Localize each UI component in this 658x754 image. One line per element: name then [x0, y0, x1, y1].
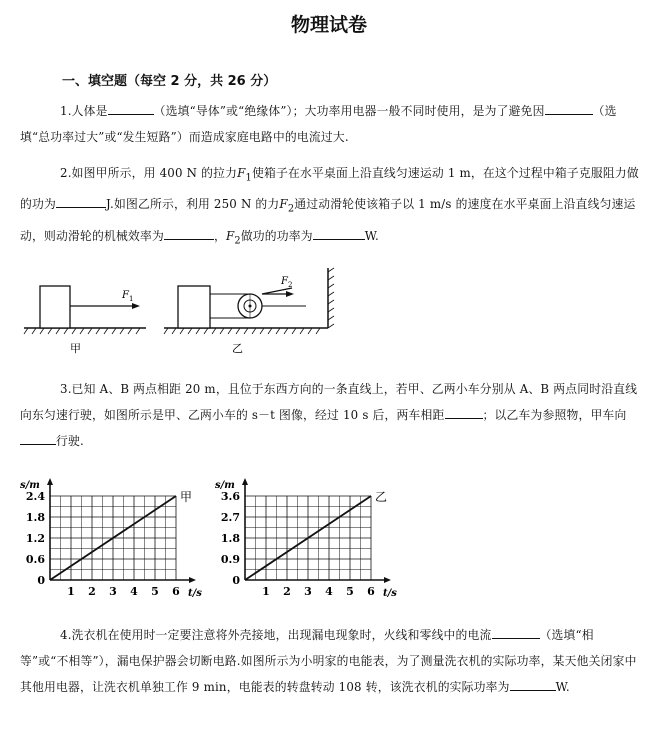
fig-f1-sub: 1 [129, 295, 134, 303]
x-tick-label: 6 [172, 585, 180, 598]
y-tick-label: 2.4 [25, 490, 45, 503]
q3-text-a: 3.已知 A、B 两点相距 20 m，且位于东西方向的一条直线上，若甲、乙两小车分别从 A、B 两点同时沿直线向东匀速行驶，如图所示是甲、乙两小车的 s－t 图像，经过 10 s 后，两车相距 [20, 382, 638, 422]
x-tick-label: 2 [283, 585, 291, 598]
q4-text-c: W. [555, 680, 570, 694]
question-2 [20, 160, 640, 254]
q3-text-c: 行驶. [56, 434, 84, 448]
q2-figure [18, 262, 338, 358]
series-label: 甲 [180, 490, 193, 504]
x-tick-label: 6 [367, 585, 375, 598]
x-tick-label: 4 [130, 585, 138, 598]
q2-force-f2: F [279, 197, 288, 212]
q3-charts [0, 470, 420, 610]
q4-text-b: （选填“相等”或“不相等”），漏电保护器会切断电路.如图所示为小明家的电能表，为了测量洗衣机的实际功率，某天他关闭家中其他用电器，让洗衣机单独工作 9 min，电能表的转盘转动 108 转，该洗衣机的实际功率为 [20, 628, 637, 694]
q3-blank-1[interactable] [445, 406, 483, 419]
q4-blank-2[interactable] [510, 678, 556, 691]
y-axis-arrow [242, 478, 248, 485]
x-axis-label: t/s [188, 588, 202, 599]
q2-force-f2b-sub: 2 [234, 235, 241, 247]
y-axis-label: s/m [20, 480, 40, 491]
y-tick-label: 3.6 [220, 490, 240, 503]
y-tick-label: 1.2 [25, 532, 45, 545]
fig-f2-label: F [281, 276, 288, 287]
x-axis-arrow [189, 577, 196, 583]
q2-text-g: W. [364, 228, 380, 243]
q3-text-b: ；以乙车为参照物，甲车向 [482, 408, 627, 422]
q4-blank-1[interactable] [492, 626, 540, 639]
box-yi [178, 286, 210, 328]
q2-text-e: ， [213, 228, 226, 243]
st-chart-jia [20, 478, 202, 599]
q3-blank-2[interactable] [20, 432, 56, 445]
q2-text-f: 做功的功率为 [240, 228, 313, 243]
st-chart-yi [215, 478, 397, 599]
q1-text-b: （选填“导体”或“绝缘体”）；大功率用电器一般不同时使用，是为了避免因 [153, 104, 545, 118]
q2-text-c: J.如图乙所示，利用 250 N 的力 [106, 197, 280, 212]
q2-force-f1-sub: 1 [245, 172, 252, 184]
q2-force-f2-sub: 2 [287, 203, 295, 215]
page-title: 物理试卷 [290, 14, 367, 36]
x-tick-label: 5 [151, 585, 159, 598]
question-3 [20, 376, 640, 454]
figure-yi [164, 268, 334, 355]
q1-blank-2[interactable] [545, 102, 593, 115]
q2-text-a: 2.如图甲所示，用 400 N 的拉力 [60, 166, 238, 180]
fig-f2-sub: 2 [288, 281, 293, 289]
y-tick-label: 0.9 [220, 553, 240, 566]
q1-blank-1[interactable] [108, 102, 154, 115]
y-tick-label: 1.8 [25, 511, 45, 524]
y-tick-label: 2.7 [220, 511, 240, 524]
y-axis-arrow [47, 478, 53, 485]
q4-text-a: 4.洗衣机在使用时一定要注意将外壳接地，出现漏电现象时，火线和零线中的电流 [60, 628, 492, 642]
q2-blank-3[interactable] [313, 227, 365, 240]
figure-jia [24, 286, 146, 355]
fig-label-yi: 乙 [232, 342, 243, 355]
q2-blank-2[interactable] [164, 227, 214, 240]
section-heading: 一、填空题（每空 2 分，共 26 分） [62, 74, 277, 89]
q1-text-c: （选填“总功率过大”或“发生短路”）而造成家庭电路中的电流过大. [20, 104, 617, 144]
y-tick-label: 0 [232, 574, 240, 587]
fig-label-jia: 甲 [70, 342, 81, 355]
x-tick-label: 1 [262, 585, 270, 598]
q2-force-f2b: F [225, 228, 235, 243]
x-axis-arrow [384, 577, 391, 583]
x-axis-label: t/s [383, 588, 397, 599]
y-tick-label: 1.8 [220, 532, 240, 545]
q2-force-f1: F [237, 166, 246, 180]
q2-text-d: 通过动滑轮使该箱子以 1 m/s 的速度在水平桌面上沿直线匀速运动，则动滑轮的机械效率为 [20, 197, 636, 243]
question-4 [20, 622, 640, 700]
x-tick-label: 4 [325, 585, 333, 598]
x-tick-label: 2 [88, 585, 96, 598]
q2-blank-1[interactable] [56, 195, 106, 208]
series-label: 乙 [375, 490, 388, 504]
q2-text-b: 使箱子在水平桌面上沿直线匀速运动 1 m，在这个过程中箱子克服阻力做的功为 [20, 166, 639, 212]
fig-f1-label: F [122, 290, 129, 301]
y-axis-label: s/m [215, 480, 235, 491]
x-tick-label: 3 [304, 585, 312, 598]
x-tick-label: 5 [346, 585, 354, 598]
box-jia [40, 286, 70, 328]
x-tick-label: 3 [109, 585, 117, 598]
x-tick-label: 1 [67, 585, 75, 598]
question-1 [20, 98, 640, 150]
q1-text-a: 1.人体是 [60, 104, 108, 118]
y-tick-label: 0.6 [25, 553, 45, 566]
y-tick-label: 0 [37, 574, 45, 587]
